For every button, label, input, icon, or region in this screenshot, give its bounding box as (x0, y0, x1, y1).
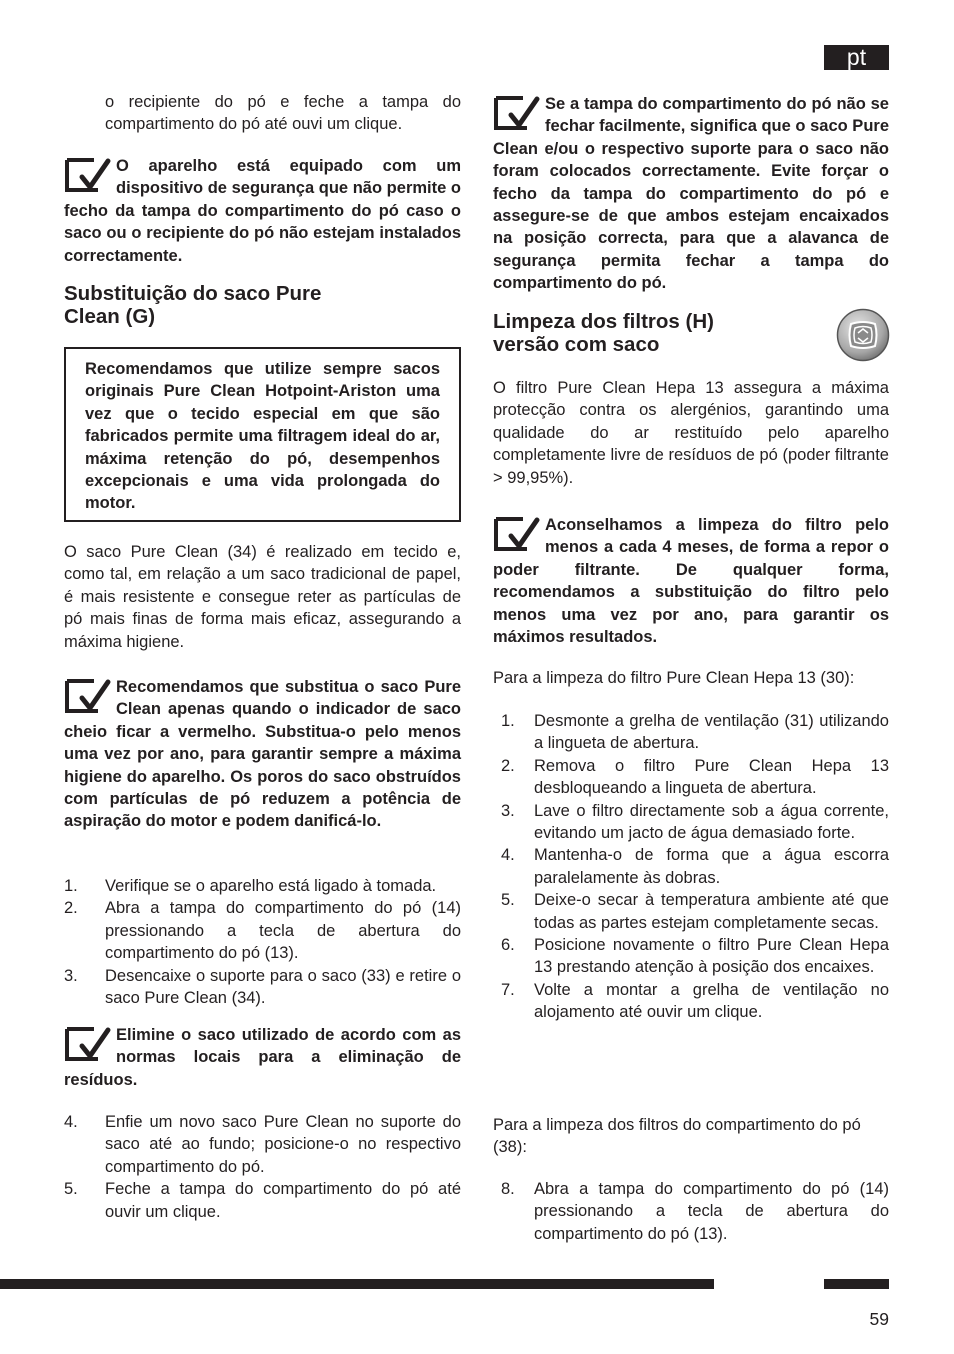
list-item: 4. Mantenha-o de forma que a água escorra paralelamente às dobras. (501, 846, 889, 887)
box-text: Recomendamos que utilize sempre sacos originais Pure Clean Hotpoint-Ariston uma vez que o tecido especial em que são fabricados permite uma filtragem ideal do ar, máxima retenção do pó, desempenhos excepcionais e uma vida prolongada do motor. (85, 360, 440, 513)
steps-list-bag-2 (64, 1111, 461, 1223)
checkbox-check-icon (64, 676, 114, 716)
note-text: Aconselhamos a limpeza do filtro pelo menos a cada 4 meses, de forma a repor o poder filtrante. De qualquer forma, recomendamos a substituição do filtro pelo menos uma vez por ano, para garantir os máximos resultados. (493, 516, 889, 647)
note-safety-device (64, 155, 461, 267)
note-text: Se a tampa do compartimento do pó não se fechar facilmente, significa que o saco Pure Clean e/ou o respectivo suporte para o saco não foram colocados correctamente. Evite forçar o fecho da tampa do compartimento do pó e assegure-se de que ambos estejam encaixados na posição correcta, para que a alavanca de segurança permita fechar a tampa do compartimento do pó. (493, 95, 889, 293)
list-item: 5. Deixe-o secar à temperatura ambiente até que todas as partes estejam completamente secas. (501, 891, 889, 932)
heading-line-2: versão com saco (493, 333, 660, 356)
filter-icon (836, 308, 890, 362)
intro-text: o recipiente do pó e feche a tampa do compartimento do pó até ouvi um clique. (105, 93, 461, 134)
recommendation-box (64, 347, 461, 522)
footer-rule-short (824, 1279, 889, 1289)
note-text: O aparelho está equipado com um dispositivo de segurança que não permite o fecho da tampa do compartimento do pó caso o saco ou o recipiente do pó não estejam instalados correctamente. (64, 157, 461, 265)
note-text: Elimine o saco utilizado de acordo com as normas locais para a eliminação de resíduos. (64, 1026, 461, 1089)
note-lid-not-closing (493, 93, 889, 295)
list-item: 3. Desencaixe o suporte para o saco (33) e retire o saco Pure Clean (34). (64, 966, 461, 1008)
heading-line-1: Substituição do saco Pure (64, 282, 322, 305)
page-number: 59 (869, 1309, 889, 1329)
list-item: 3. Lave o filtro directamente sob a água corrente, evitando um jacto de água demasiado forte. (501, 801, 889, 843)
note-filter-cleaning (493, 514, 889, 648)
checkbox-check-icon (493, 93, 543, 133)
note-text: Recomendamos que substitua o saco Pure Clean apenas quando o indicador de saco cheio ficar a vermelho. Substitua-o pelo menos uma vez por ano, para garantir sempre a máxima higiene do aparelho. Os poros do saco obstruídos com partículas de pó reduzem a potência de aspiração do motor e podem danificá-lo. (64, 678, 461, 831)
heading-line-2: Clean (G) (64, 305, 156, 328)
checkbox-check-icon (493, 514, 543, 554)
list-item: 6. Posicione novamente o filtro Pure Clean Hepa 13 prestando atenção à posição dos encaixes. (501, 936, 889, 977)
footer-rule (0, 1279, 714, 1289)
list-item: 1. Verifique se o aparelho está ligado à tomada. (64, 877, 437, 895)
list-item: 1. Desmonte a grelha de ventilação (31) utilizando a lingueta de abertura. (501, 712, 889, 753)
checkbox-check-icon (64, 155, 114, 195)
note-replace-bag (64, 676, 461, 833)
list-item: 4. Enfie um novo saco Pure Clean no suporte do saco até ao fundo; posicione-o no respectivo compartimento do pó. (64, 1113, 461, 1176)
filter-cleaning-intro: Para a limpeza do filtro Pure Clean Hepa 13 (30): (493, 669, 855, 687)
section-heading-bag (64, 282, 321, 328)
list-item: 7. Volte a montar a grelha de ventilação no alojamento até ouvir um clique. (501, 980, 889, 1022)
language-tag: pt (824, 45, 889, 70)
note-dispose-bag (64, 1024, 461, 1091)
dust-filters-intro: Para a limpeza dos filtros do compartimento do pó (38): (493, 1116, 861, 1157)
list-item: 2. Remova o filtro Pure Clean Hepa 13 desbloqueando a lingueta de abertura. (501, 756, 889, 798)
bag-description: O saco Pure Clean (34) é realizado em tecido e, como tal, em relação a um saco tradicional de papel, é mais resistente e consegue reter as partículas de pó mais finas de forma mais eficaz, assegurando a máxima higiene. (64, 543, 461, 651)
list-item: 5. Feche a tampa do compartimento do pó até ouvir um clique. (64, 1180, 461, 1221)
list-item: 2. Abra a tampa do compartimento do pó (14) pressionando a tecla de abertura do compartimento do pó (13). (64, 899, 461, 963)
steps-list-bag-1 (64, 875, 461, 1009)
section-heading-filters (493, 310, 714, 356)
list-item: 8. Abra a tampa do compartimento do pó (14) pressionando a tecla de abertura do compartimento do pó (13). (501, 1180, 889, 1243)
heading-line-1: Limpeza dos filtros (H) (493, 310, 714, 333)
checkbox-check-icon (64, 1024, 114, 1064)
filter-description: O filtro Pure Clean Hepa 13 assegura a máxima protecção contra os alergénios, garantindo uma qualidade do ar restituído pelo aparelho completamente livre de resíduos de pó (poder filtrante > 99,95%). (493, 379, 889, 487)
steps-list-filter (493, 710, 889, 1024)
steps-list-dust-filters (493, 1178, 889, 1245)
